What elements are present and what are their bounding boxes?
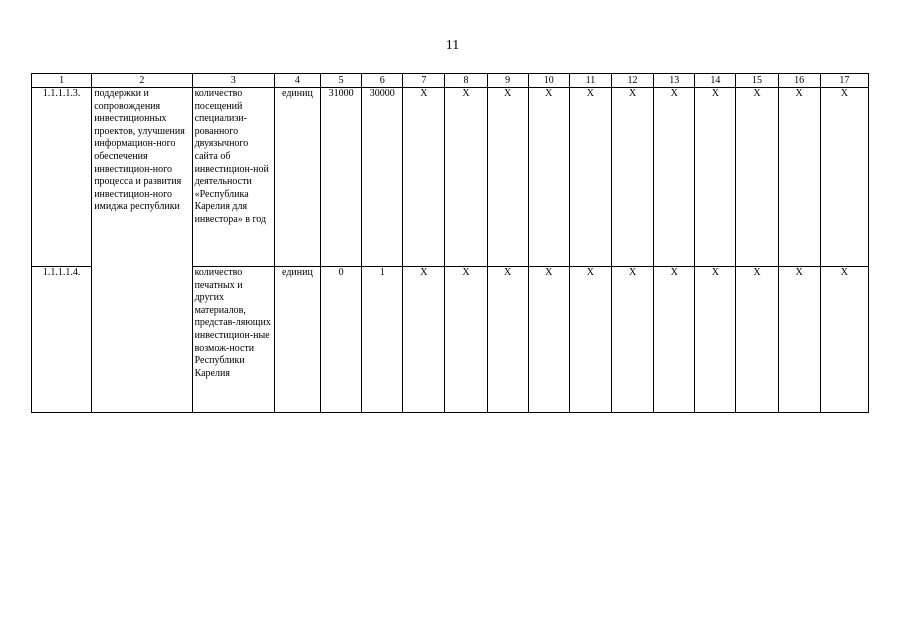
header-cell-3: 3 <box>192 74 274 88</box>
header-cell-15: 15 <box>736 74 778 88</box>
indicator-cell: количество печатных и других материалов, представ-ляющих инвестицион-ные возмож-ности Республики Карелия <box>192 267 274 413</box>
header-cell-4: 4 <box>274 74 320 88</box>
mark-cell-col17: X <box>820 88 868 267</box>
mark-cell-col7: X <box>403 88 445 267</box>
header-cell-1: 1 <box>32 74 92 88</box>
unit-cell: единиц <box>274 88 320 267</box>
header-cell-13: 13 <box>654 74 695 88</box>
merged-description: поддержки и сопровождения инвестиционных проектов, улучшения информацион-ного обеспечения инвестицион-ного процесса и развития инвестицион-ного имиджа республики <box>92 88 192 413</box>
mark-cell-col14: X <box>695 267 736 413</box>
mark-cell-col14: X <box>695 88 736 267</box>
value-col6: 30000 <box>362 88 403 267</box>
header-cell-2: 2 <box>92 74 192 88</box>
value-col6: 1 <box>362 267 403 413</box>
header-cell-16: 16 <box>778 74 820 88</box>
row-code: 1.1.1.1.3. <box>32 88 92 267</box>
mark-cell-col16: X <box>778 88 820 267</box>
indicator-cell: количество посещений специализи-рованного двуязычного сайта об инвестицион-ной деятельности «Республика Карелия для инвестора» в год <box>192 88 274 267</box>
mark-cell-col8: X <box>445 267 487 413</box>
value-col5: 31000 <box>321 88 362 267</box>
table-row <box>32 88 869 267</box>
row-code: 1.1.1.1.4. <box>32 267 92 413</box>
header-cell-6: 6 <box>362 74 403 88</box>
mark-cell-col17: X <box>820 267 868 413</box>
mark-cell-col12: X <box>611 267 653 413</box>
mark-cell-col10: X <box>528 88 569 267</box>
mark-cell-col11: X <box>569 88 611 267</box>
mark-cell-col16: X <box>778 267 820 413</box>
mark-cell-col12: X <box>611 88 653 267</box>
mark-cell-col15: X <box>736 267 778 413</box>
header-cell-12: 12 <box>611 74 653 88</box>
header-cell-7: 7 <box>403 74 445 88</box>
indicator-table <box>31 73 869 413</box>
page-number: 11 <box>445 38 460 53</box>
unit-cell: единиц <box>274 267 320 413</box>
header-cell-17: 17 <box>820 74 868 88</box>
mark-cell-col8: X <box>445 88 487 267</box>
value-col5: 0 <box>321 267 362 413</box>
mark-cell-col13: X <box>654 267 695 413</box>
mark-cell-col13: X <box>654 88 695 267</box>
mark-cell-col9: X <box>487 267 528 413</box>
header-cell-9: 9 <box>487 74 528 88</box>
mark-cell-col11: X <box>569 267 611 413</box>
header-cell-10: 10 <box>528 74 569 88</box>
header-cell-8: 8 <box>445 74 487 88</box>
mark-cell-col15: X <box>736 88 778 267</box>
mark-cell-col9: X <box>487 88 528 267</box>
header-row <box>32 74 869 88</box>
header-cell-14: 14 <box>695 74 736 88</box>
mark-cell-col7: X <box>403 267 445 413</box>
header-cell-11: 11 <box>569 74 611 88</box>
mark-cell-col10: X <box>528 267 569 413</box>
header-cell-5: 5 <box>321 74 362 88</box>
